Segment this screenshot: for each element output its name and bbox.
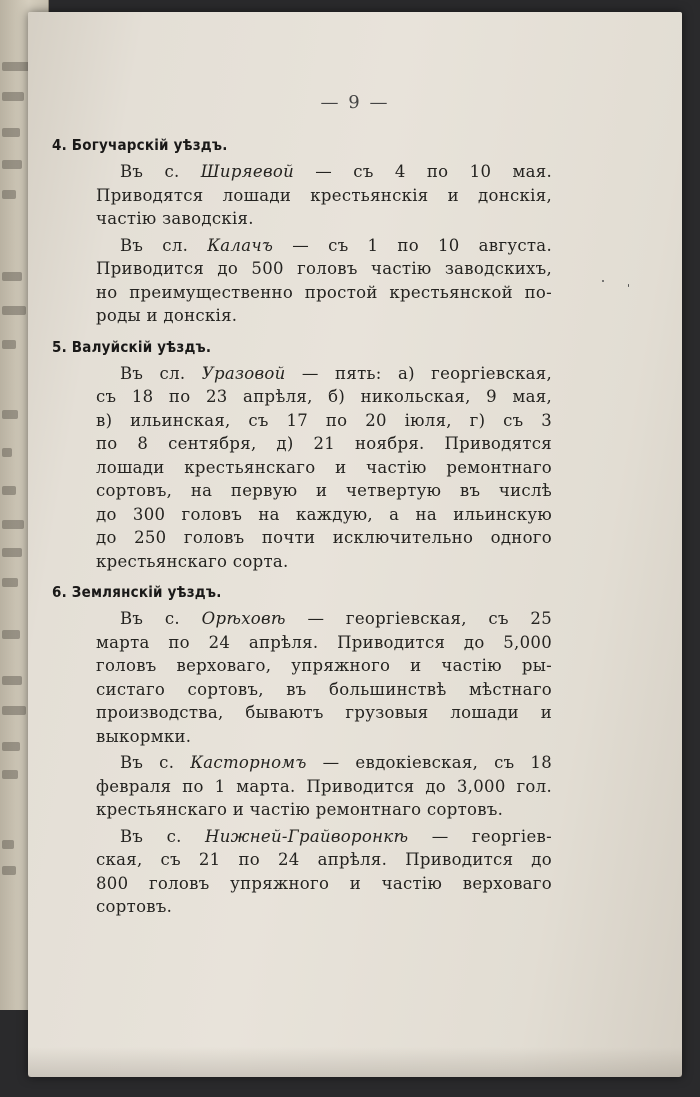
text-run: — пять: а) георгіевская, bbox=[285, 363, 552, 383]
text-line bbox=[96, 798, 552, 822]
text-run: Приводятся лошади крестьянскія и донскія, bbox=[96, 185, 552, 205]
section-heading: 4. Богучарскій уѣздъ. bbox=[52, 136, 228, 154]
text-run: до 300 головъ на каждую, а на ильинскую bbox=[96, 504, 552, 524]
text-run: съ 18 по 23 апрѣля, б) никольская, 9 мая, bbox=[96, 387, 552, 406]
text-line bbox=[96, 526, 552, 550]
text-line bbox=[96, 701, 552, 725]
text-line bbox=[96, 631, 552, 655]
paragraph bbox=[96, 825, 552, 919]
text-line bbox=[96, 725, 552, 749]
section-heading: 5. Валуйскій уѣздъ. bbox=[52, 337, 212, 356]
section-heading: 6. Землянскій уѣздъ. bbox=[52, 583, 222, 601]
place-name: Касторномъ bbox=[190, 753, 307, 772]
text-run: Въ с. bbox=[120, 162, 201, 181]
text-run: Въ сл. bbox=[120, 235, 208, 255]
text-run: по 8 сентября, д) 21 ноября. Приводятся bbox=[96, 434, 552, 453]
text-line bbox=[96, 385, 552, 409]
text-line bbox=[96, 751, 552, 775]
text-line bbox=[96, 825, 552, 849]
text-run: крестьянскаго сорта. bbox=[96, 551, 289, 571]
text-run: ская, съ 21 по 24 апрѣля. Приводится до bbox=[96, 850, 552, 869]
text-run: роды и донскія. bbox=[96, 306, 238, 325]
text-run: в) ильинская, съ 17 по 20 іюля, г) съ 3 bbox=[96, 410, 552, 430]
text-run: производства, бываютъ грузовыя лошади и bbox=[96, 703, 552, 722]
text-line bbox=[96, 456, 552, 480]
text-run: марта по 24 апрѣля. Приводится до 5,000 bbox=[96, 632, 552, 652]
text-run: — георгіев- bbox=[408, 826, 553, 846]
text-line bbox=[96, 895, 552, 919]
text-run: 800 головъ упряжного и частію верховаго bbox=[96, 873, 552, 893]
text-line bbox=[96, 479, 552, 503]
text-line bbox=[96, 234, 552, 258]
text-line bbox=[96, 678, 552, 702]
text-run: — съ 1 по 10 августа. bbox=[273, 235, 552, 255]
place-name: Орѣховѣ bbox=[201, 609, 286, 628]
text-line bbox=[96, 207, 552, 231]
text-line bbox=[96, 281, 552, 305]
text-run: Въ с. bbox=[120, 609, 202, 628]
text-run: частію заводскія. bbox=[96, 209, 254, 228]
text-line bbox=[96, 432, 552, 456]
text-line bbox=[96, 160, 552, 184]
text-run: до 250 головъ почти исключительно одного bbox=[96, 528, 552, 547]
text-line bbox=[96, 872, 552, 896]
text-run: — георгіевская, съ 25 bbox=[285, 609, 552, 628]
text-run: систаго сортовъ, въ большинствѣ мѣстнаго bbox=[96, 679, 552, 699]
place-name: Ширяевой bbox=[200, 162, 295, 181]
book-page bbox=[28, 12, 682, 1077]
text-run: — евдокіевская, съ 18 bbox=[306, 753, 552, 772]
text-line bbox=[96, 257, 552, 281]
text-line bbox=[96, 654, 552, 678]
text-line bbox=[96, 184, 552, 208]
place-name: Уразовой bbox=[201, 363, 286, 383]
text-line bbox=[96, 362, 552, 386]
text-run: Приводится до 500 головъ частію заводскихъ, bbox=[96, 259, 552, 278]
page-number: — 9 — bbox=[320, 92, 390, 113]
paragraph bbox=[96, 362, 552, 574]
text-line bbox=[96, 848, 552, 872]
text-line bbox=[96, 409, 552, 433]
paragraph bbox=[96, 234, 552, 328]
text-run: сортовъ, на первую и четвертую въ числѣ bbox=[96, 481, 552, 500]
text-line bbox=[96, 775, 552, 799]
paragraph bbox=[96, 160, 552, 231]
text-run: но преимущественно простой крестьянской по- bbox=[96, 282, 552, 302]
text-run: крестьянскаго и частію ремонтнаго сортовъ. bbox=[96, 800, 504, 819]
text-line bbox=[96, 607, 552, 631]
text-run: лошади крестьянскаго и частію ремонтнаго bbox=[96, 457, 552, 477]
page-content bbox=[52, 130, 552, 919]
text-run: Въ с. bbox=[120, 826, 206, 846]
paragraph bbox=[96, 751, 552, 822]
paragraph bbox=[96, 607, 552, 748]
text-run: сортовъ. bbox=[96, 897, 173, 916]
text-run: февраля по 1 марта. Приводится до 3,000 гол. bbox=[96, 776, 552, 796]
text-line bbox=[96, 550, 552, 574]
text-run: Въ с. bbox=[120, 753, 191, 772]
text-run: — съ 4 по 10 мая. bbox=[294, 162, 552, 181]
text-run: Въ сл. bbox=[120, 363, 202, 383]
text-line bbox=[96, 304, 552, 328]
place-name: Нижней-Грайворонкѣ bbox=[205, 826, 409, 846]
text-run: выкормки. bbox=[96, 726, 192, 746]
text-run: головъ верховаго, упряжного и частію ры- bbox=[96, 656, 552, 675]
text-line bbox=[96, 503, 552, 527]
place-name: Калачъ bbox=[207, 235, 274, 255]
